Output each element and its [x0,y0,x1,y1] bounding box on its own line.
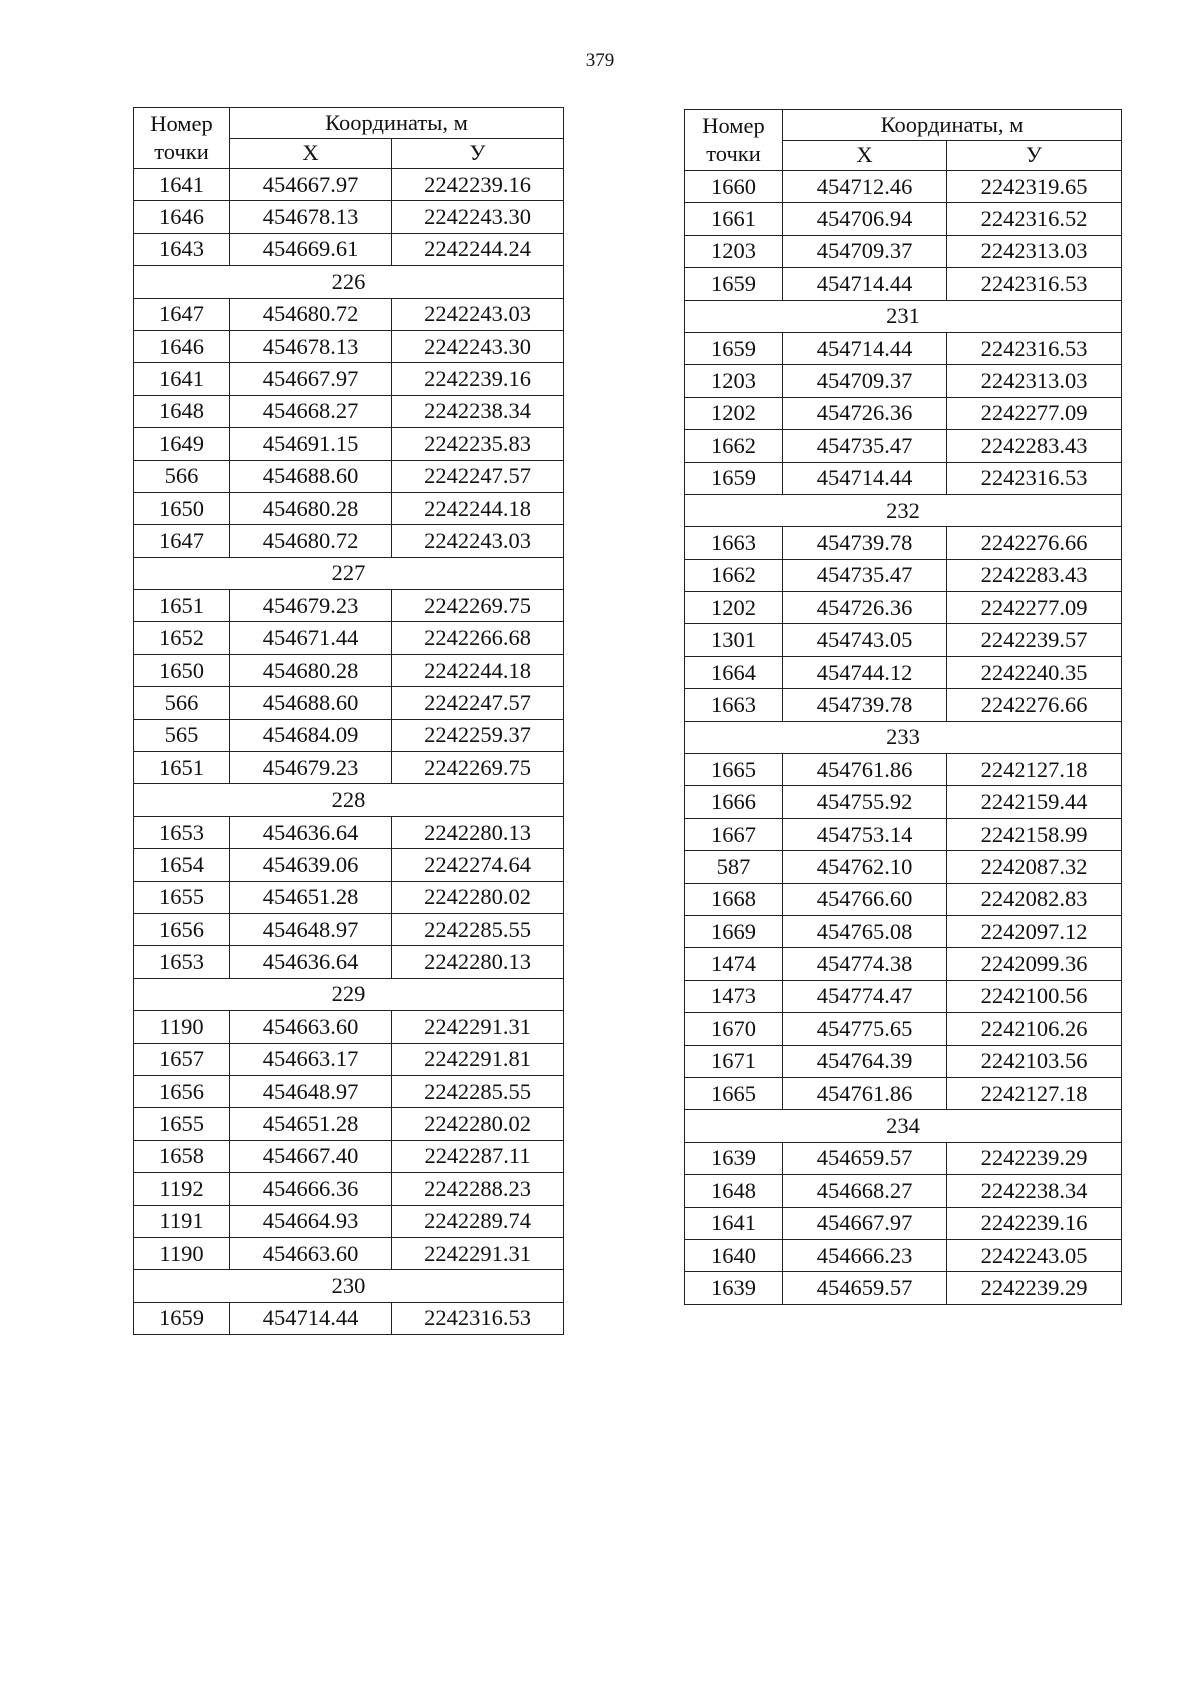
table-row [685,624,1122,656]
y-coordinate-cell: 2242103.56 [947,1045,1122,1077]
point-number-cell: 1646 [134,201,230,233]
section-row [134,784,564,816]
table-row [134,201,564,233]
x-coordinate-cell: 454636.64 [230,816,392,848]
table-row [134,816,564,848]
y-coordinate-cell: 2242239.16 [947,1207,1122,1239]
y-coordinate-cell: 2242239.57 [947,624,1122,656]
x-coordinate-cell: 454668.27 [230,395,392,427]
point-number-cell: 566 [134,687,230,719]
point-number-cell: 1653 [134,816,230,848]
x-coordinate-cell: 454714.44 [783,462,947,494]
table-row [685,915,1122,947]
x-coordinate-cell: 454667.97 [230,169,392,201]
y-coordinate-cell: 2242247.57 [392,460,564,492]
y-header: У [392,138,564,169]
table-row [134,752,564,784]
y-coordinate-cell: 2242274.64 [392,849,564,881]
point-number-cell: 1473 [685,980,783,1012]
section-row [134,557,564,589]
section-number: 228 [134,784,564,816]
point-number-cell: 1665 [685,754,783,786]
table-row [134,687,564,719]
point-number-header-line2: точки [706,141,761,166]
x-coordinate-cell: 454726.36 [783,397,947,429]
x-coordinate-cell: 454714.44 [230,1302,392,1334]
x-coordinate-cell: 454680.72 [230,525,392,557]
x-coordinate-cell: 454688.60 [230,687,392,719]
x-coordinate-cell: 454639.06 [230,849,392,881]
table-row [685,689,1122,721]
table-row [134,622,564,654]
y-coordinate-cell: 2242280.02 [392,1108,564,1140]
table-row [134,654,564,686]
x-coordinate-cell: 454679.23 [230,590,392,622]
table-header [134,108,564,169]
y-coordinate-cell: 2242277.09 [947,397,1122,429]
point-number-cell: 1203 [685,235,783,267]
section-row [134,978,564,1010]
x-coordinate-cell: 454679.23 [230,752,392,784]
y-coordinate-cell: 2242243.30 [392,201,564,233]
point-number-cell: 1653 [134,946,230,978]
table-row [685,1142,1122,1174]
table-row [134,719,564,751]
x-coordinate-cell: 454765.08 [783,915,947,947]
x-coordinate-cell: 454666.36 [230,1173,392,1205]
y-coordinate-cell: 2242313.03 [947,235,1122,267]
y-coordinate-cell: 2242291.81 [392,1043,564,1075]
section-row [134,266,564,298]
point-number-cell: 1190 [134,1237,230,1269]
point-number-cell: 1651 [134,752,230,784]
x-coordinate-cell: 454691.15 [230,428,392,460]
y-coordinate-cell: 2242285.55 [392,1075,564,1107]
y-coordinate-cell: 2242243.05 [947,1239,1122,1271]
point-number-cell: 1668 [685,883,783,915]
point-number-cell: 1655 [134,1108,230,1140]
y-header: У [947,140,1122,171]
point-number-cell: 1654 [134,849,230,881]
section-number: 227 [134,557,564,589]
x-coordinate-cell: 454680.72 [230,298,392,330]
point-number-cell: 1660 [685,171,783,203]
point-number-cell: 1663 [685,689,783,721]
x-coordinate-cell: 454712.46 [783,171,947,203]
x-coordinate-cell: 454753.14 [783,818,947,850]
x-coordinate-cell: 454678.13 [230,330,392,362]
point-number-cell: 1662 [685,559,783,591]
point-number-cell: 1650 [134,492,230,524]
point-number-cell: 1666 [685,786,783,818]
y-coordinate-cell: 2242259.37 [392,719,564,751]
y-coordinate-cell: 2242238.34 [392,395,564,427]
section-number: 234 [685,1110,1122,1142]
y-coordinate-cell: 2242269.75 [392,752,564,784]
x-coordinate-cell: 454668.27 [783,1175,947,1207]
table-row [685,268,1122,300]
x-coordinate-cell: 454678.13 [230,201,392,233]
point-number-cell: 1641 [685,1207,783,1239]
table-row [134,330,564,362]
y-coordinate-cell: 2242127.18 [947,1077,1122,1109]
y-coordinate-cell: 2242239.29 [947,1142,1122,1174]
point-number-cell: 1659 [134,1302,230,1334]
x-coordinate-cell: 454761.86 [783,1077,947,1109]
x-coordinate-cell: 454709.37 [783,235,947,267]
page-number: 379 [585,50,615,71]
y-coordinate-cell: 2242097.12 [947,915,1122,947]
point-number-cell: 1647 [134,525,230,557]
point-number-cell: 1657 [134,1043,230,1075]
y-coordinate-cell: 2242099.36 [947,948,1122,980]
table-row [685,1077,1122,1109]
table-row [134,492,564,524]
x-coordinate-cell: 454636.64 [230,946,392,978]
point-number-cell: 566 [134,460,230,492]
y-coordinate-cell: 2242247.57 [392,687,564,719]
table-row [685,1272,1122,1304]
y-coordinate-cell: 2242269.75 [392,590,564,622]
point-number-cell: 1659 [685,462,783,494]
table-row [685,754,1122,786]
point-number-cell: 1665 [685,1077,783,1109]
table-row [685,462,1122,494]
table-row [134,395,564,427]
y-coordinate-cell: 2242285.55 [392,913,564,945]
table-row [134,169,564,201]
x-coordinate-cell: 454764.39 [783,1045,947,1077]
y-coordinate-cell: 2242158.99 [947,818,1122,850]
table-row [685,1207,1122,1239]
section-number: 230 [134,1270,564,1302]
section-row [134,1270,564,1302]
point-number-cell: 1639 [685,1272,783,1304]
point-number-cell: 1659 [685,268,783,300]
y-coordinate-cell: 2242243.30 [392,330,564,362]
x-coordinate-cell: 454666.23 [783,1239,947,1271]
x-coordinate-cell: 454648.97 [230,913,392,945]
y-coordinate-cell: 2242277.09 [947,592,1122,624]
y-coordinate-cell: 2242316.53 [947,462,1122,494]
table-row [685,171,1122,203]
point-number-cell: 1474 [685,948,783,980]
point-number-cell: 565 [134,719,230,751]
x-coordinate-cell: 454667.97 [783,1207,947,1239]
coordinates-header: Координаты, м [783,110,1122,141]
y-coordinate-cell: 2242283.43 [947,430,1122,462]
point-number-cell: 1203 [685,365,783,397]
table-row [685,818,1122,850]
x-coordinate-cell: 454667.97 [230,363,392,395]
x-coordinate-cell: 454766.60 [783,883,947,915]
section-number: 226 [134,266,564,298]
table-row [134,525,564,557]
table-row [134,881,564,913]
table-row [134,1173,564,1205]
x-coordinate-cell: 454739.78 [783,689,947,721]
table-row [134,1302,564,1334]
table-row [685,397,1122,429]
y-coordinate-cell: 2242244.18 [392,654,564,686]
x-coordinate-cell: 454726.36 [783,592,947,624]
point-number-cell: 1648 [134,395,230,427]
x-coordinate-cell: 454775.65 [783,1013,947,1045]
point-number-cell: 1656 [134,913,230,945]
coordinates-table-left [133,107,564,1335]
y-coordinate-cell: 2242289.74 [392,1205,564,1237]
point-number-cell: 1192 [134,1173,230,1205]
x-coordinate-cell: 454739.78 [783,527,947,559]
y-coordinate-cell: 2242313.03 [947,365,1122,397]
table-row [134,913,564,945]
table-row [134,363,564,395]
point-number-cell: 1662 [685,430,783,462]
point-number-cell: 1652 [134,622,230,654]
y-coordinate-cell: 2242319.65 [947,171,1122,203]
table-row [685,948,1122,980]
x-coordinate-cell: 454671.44 [230,622,392,654]
table-row [685,851,1122,883]
x-coordinate-cell: 454663.60 [230,1011,392,1043]
y-coordinate-cell: 2242239.29 [947,1272,1122,1304]
point-number-cell: 1190 [134,1011,230,1043]
y-coordinate-cell: 2242240.35 [947,656,1122,688]
table-row [685,559,1122,591]
x-header: Х [783,140,947,171]
table-row [685,430,1122,462]
point-number-cell: 1649 [134,428,230,460]
table-row [685,656,1122,688]
point-number-cell: 1664 [685,656,783,688]
y-coordinate-cell: 2242291.31 [392,1237,564,1269]
y-coordinate-cell: 2242106.26 [947,1013,1122,1045]
x-coordinate-cell: 454669.61 [230,233,392,265]
x-coordinate-cell: 454762.10 [783,851,947,883]
point-number-cell: 1647 [134,298,230,330]
x-coordinate-cell: 454714.44 [783,332,947,364]
point-number-cell: 1639 [685,1142,783,1174]
y-coordinate-cell: 2242288.23 [392,1173,564,1205]
y-coordinate-cell: 2242082.83 [947,883,1122,915]
point-number-header-line1: Номер [702,113,765,138]
point-number-cell: 1661 [685,203,783,235]
table-row [685,235,1122,267]
point-number-cell: 1656 [134,1075,230,1107]
coordinates-header: Координаты, м [230,108,564,139]
y-coordinate-cell: 2242239.16 [392,363,564,395]
x-coordinate-cell: 454663.17 [230,1043,392,1075]
table-row [685,203,1122,235]
y-coordinate-cell: 2242127.18 [947,754,1122,786]
point-number-cell: 1641 [134,363,230,395]
table-body [685,171,1122,1305]
section-row [685,721,1122,753]
x-coordinate-cell: 454761.86 [783,754,947,786]
y-coordinate-cell: 2242287.11 [392,1140,564,1172]
table-row [134,1043,564,1075]
point-number-cell: 1669 [685,915,783,947]
x-coordinate-cell: 454735.47 [783,559,947,591]
point-number-cell: 1663 [685,527,783,559]
x-coordinate-cell: 454688.60 [230,460,392,492]
x-coordinate-cell: 454744.12 [783,656,947,688]
table-row [685,786,1122,818]
point-number-cell: 1650 [134,654,230,686]
table-row [134,460,564,492]
table-row [134,849,564,881]
point-number-cell: 1643 [134,233,230,265]
coordinates-table-right [684,109,1122,1305]
x-coordinate-cell: 454774.38 [783,948,947,980]
y-coordinate-cell: 2242316.52 [947,203,1122,235]
point-number-cell: 1651 [134,590,230,622]
x-coordinate-cell: 454709.37 [783,365,947,397]
table-row [685,1045,1122,1077]
table-row [685,592,1122,624]
x-coordinate-cell: 454706.94 [783,203,947,235]
x-coordinate-cell: 454743.05 [783,624,947,656]
table-row [134,1075,564,1107]
y-coordinate-cell: 2242244.18 [392,492,564,524]
point-number-header-line1: Номер [150,111,213,136]
table-row [134,590,564,622]
y-coordinate-cell: 2242244.24 [392,233,564,265]
x-coordinate-cell: 454774.47 [783,980,947,1012]
y-coordinate-cell: 2242243.03 [392,298,564,330]
point-number-cell: 1670 [685,1013,783,1045]
table-header [685,110,1122,171]
table-row [134,1108,564,1140]
point-number-cell: 1202 [685,592,783,624]
x-coordinate-cell: 454664.93 [230,1205,392,1237]
table-row [134,946,564,978]
x-coordinate-cell: 454714.44 [783,268,947,300]
point-number-cell: 1659 [685,332,783,364]
point-number-header [685,110,783,171]
y-coordinate-cell: 2242239.16 [392,169,564,201]
x-coordinate-cell: 454667.40 [230,1140,392,1172]
table-row [685,365,1122,397]
y-coordinate-cell: 2242266.68 [392,622,564,654]
x-coordinate-cell: 454735.47 [783,430,947,462]
table-row [685,883,1122,915]
point-number-cell: 1646 [134,330,230,362]
y-coordinate-cell: 2242280.13 [392,946,564,978]
section-row [685,1110,1122,1142]
table-body [134,169,564,1335]
x-coordinate-cell: 454659.57 [783,1272,947,1304]
y-coordinate-cell: 2242276.66 [947,527,1122,559]
point-number-cell: 1658 [134,1140,230,1172]
x-coordinate-cell: 454651.28 [230,1108,392,1140]
table-row [134,233,564,265]
table-row [134,1237,564,1269]
y-coordinate-cell: 2242087.32 [947,851,1122,883]
point-number-cell: 1648 [685,1175,783,1207]
table-row [134,1140,564,1172]
point-number-header [134,108,230,169]
point-number-cell: 1671 [685,1045,783,1077]
point-number-cell: 1641 [134,169,230,201]
table-row [685,1239,1122,1271]
point-number-cell: 1202 [685,397,783,429]
y-coordinate-cell: 2242316.53 [947,268,1122,300]
point-number-cell: 1667 [685,818,783,850]
table-row [134,298,564,330]
x-header: Х [230,138,392,169]
section-number: 232 [685,494,1122,526]
section-number: 233 [685,721,1122,753]
table-row [134,1011,564,1043]
x-coordinate-cell: 454680.28 [230,492,392,524]
table-row [685,527,1122,559]
table-row [685,332,1122,364]
x-coordinate-cell: 454755.92 [783,786,947,818]
y-coordinate-cell: 2242280.13 [392,816,564,848]
point-number-cell: 1655 [134,881,230,913]
y-coordinate-cell: 2242316.53 [947,332,1122,364]
section-number: 229 [134,978,564,1010]
y-coordinate-cell: 2242238.34 [947,1175,1122,1207]
y-coordinate-cell: 2242316.53 [392,1302,564,1334]
point-number-header-line2: точки [154,139,209,164]
y-coordinate-cell: 2242235.83 [392,428,564,460]
y-coordinate-cell: 2242280.02 [392,881,564,913]
table-row [685,1013,1122,1045]
x-coordinate-cell: 454684.09 [230,719,392,751]
point-number-cell: 587 [685,851,783,883]
section-row [685,494,1122,526]
point-number-cell: 1191 [134,1205,230,1237]
y-coordinate-cell: 2242100.56 [947,980,1122,1012]
table-row [134,428,564,460]
table-row [685,980,1122,1012]
table-row [134,1205,564,1237]
x-coordinate-cell: 454651.28 [230,881,392,913]
table-row [685,1175,1122,1207]
point-number-cell: 1640 [685,1239,783,1271]
section-number: 231 [685,300,1122,332]
y-coordinate-cell: 2242291.31 [392,1011,564,1043]
y-coordinate-cell: 2242283.43 [947,559,1122,591]
point-number-cell: 1301 [685,624,783,656]
x-coordinate-cell: 454659.57 [783,1142,947,1174]
x-coordinate-cell: 454663.60 [230,1237,392,1269]
y-coordinate-cell: 2242243.03 [392,525,564,557]
x-coordinate-cell: 454648.97 [230,1075,392,1107]
y-coordinate-cell: 2242276.66 [947,689,1122,721]
y-coordinate-cell: 2242159.44 [947,786,1122,818]
section-row [685,300,1122,332]
x-coordinate-cell: 454680.28 [230,654,392,686]
